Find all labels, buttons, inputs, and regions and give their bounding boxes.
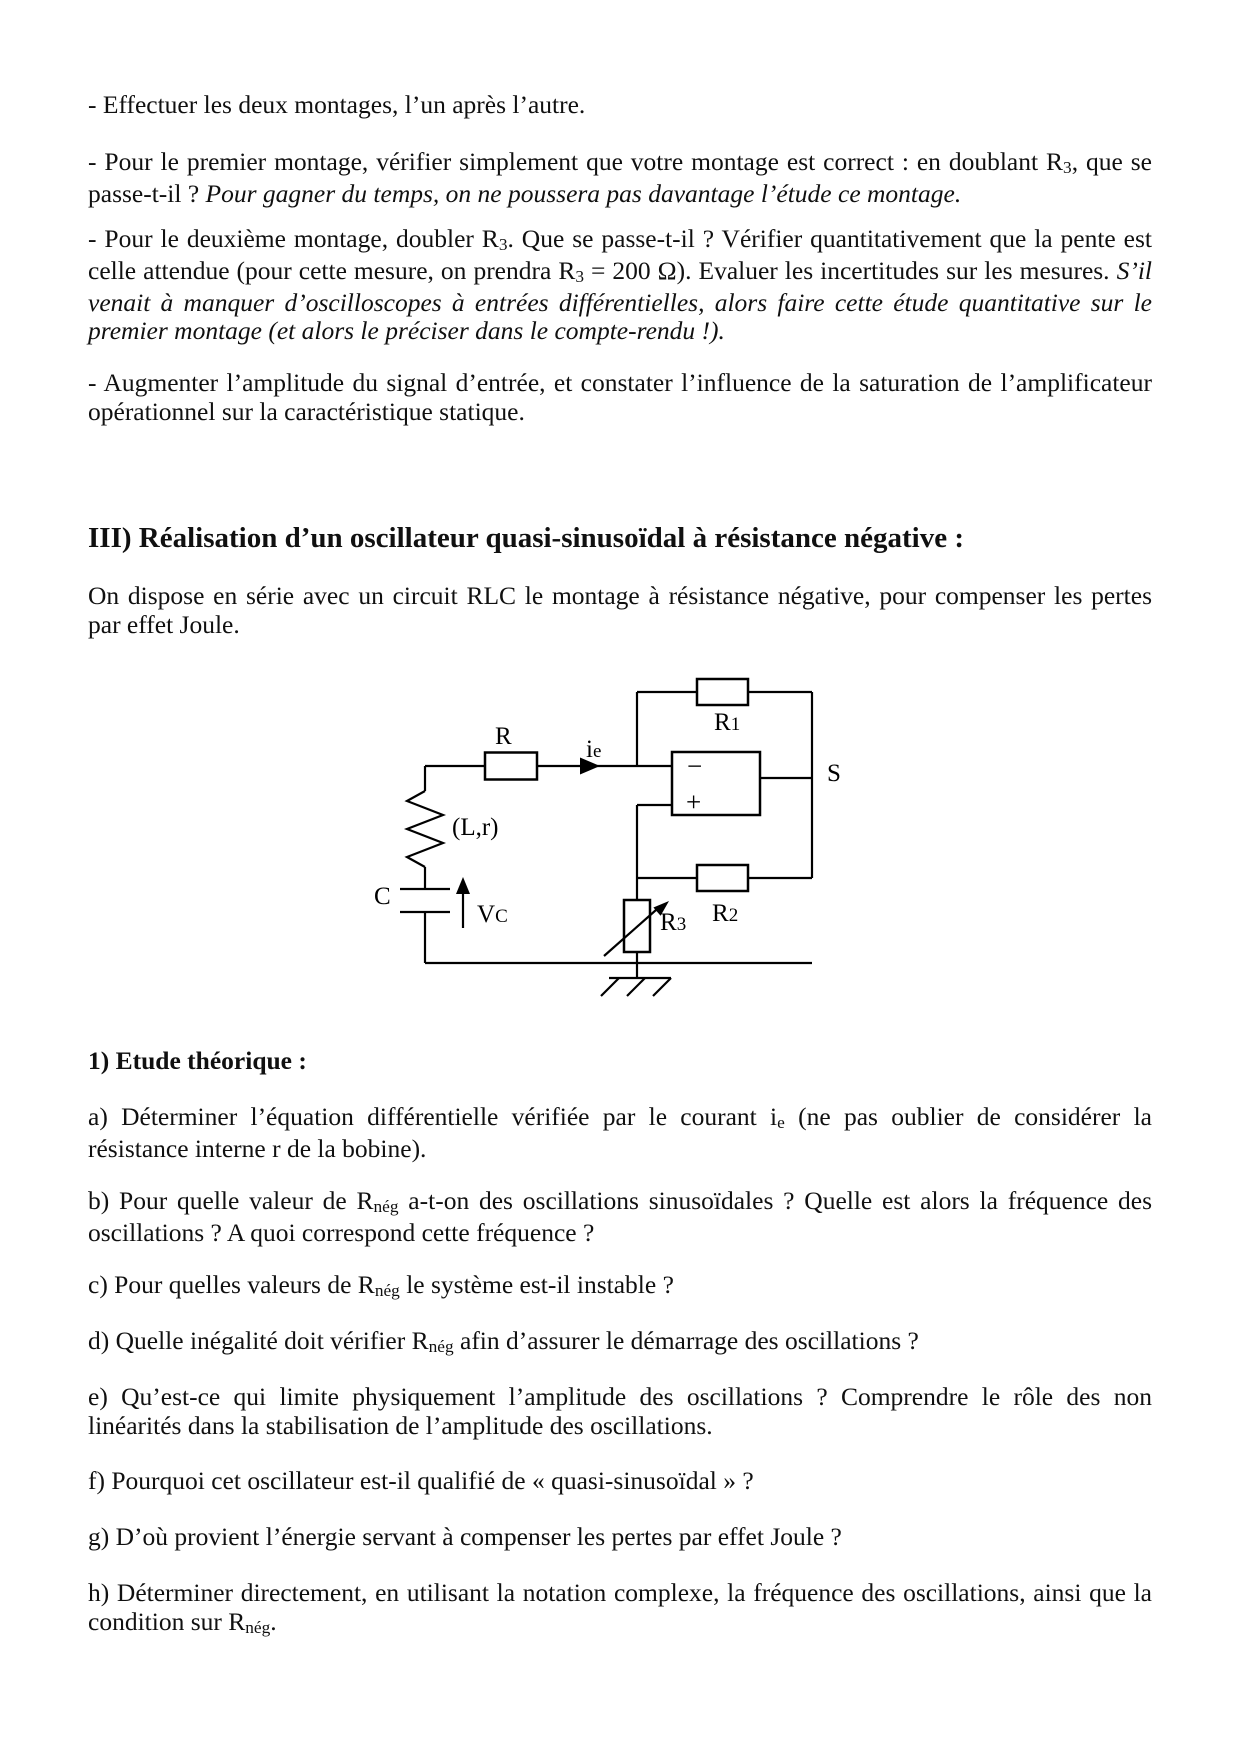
label-R: R [495, 723, 512, 750]
label-R3: R3 [660, 909, 687, 936]
output-rail [812, 692, 841, 878]
label-VC: VC [477, 901, 508, 928]
label-ie: ie [586, 736, 602, 763]
label-S: S [827, 760, 841, 787]
section-heading-etude-theorique: 1) Etude théorique : [88, 1046, 307, 1075]
resistor-R [425, 723, 672, 780]
opamp-noninverting-input-label: + [686, 787, 702, 817]
opamp-inverting-input-label: − [687, 751, 703, 781]
paragraph-augmenter-amplitude: - Augmenter l’amplitude du signal d’entrée, et constater l’influence de la saturation de l’amplificateur opérationnel sur la caractéristique statique. [88, 368, 1152, 426]
question-e: e) Qu’est-ce qui limite physiquement l’amplitude des oscillations ? Comprendre le rôle des non linéarités dans la stabilisation de l’amplitude des oscillations. [88, 1382, 1152, 1440]
paragraph-premier-montage: - Pour le premier montage, vérifier simplement que votre montage est correct : en doublant R3, que se passe-t-il ? Pour gagner du temps, on ne poussera pas davantage l’étude ce montage. [88, 147, 1152, 208]
current-arrow-ie [580, 736, 601, 775]
question-d: d) Quelle inégalité doit vérifier Rnég afin d’assurer le démarrage des oscillations ? [88, 1326, 919, 1357]
question-g: g) D’où provient l’énergie servant à compenser les pertes par effet Joule ? [88, 1522, 842, 1551]
inductor-Lr [407, 766, 499, 889]
paragraph-effectuer-montages: - Effectuer les deux montages, l’un après l’autre. [88, 90, 586, 119]
question-a: a) Déterminer l’équation différentielle vérifiée par le courant ie (ne pas oublier de considérer la résistance interne r de la bobine). [88, 1102, 1152, 1163]
voltage-arrow-VC [456, 877, 508, 928]
section-heading-III: III) Réalisation d’un oscillateur quasi-sinusoïdal à résistance négative : [88, 522, 964, 554]
paragraph-intro-rlc: On dispose en série avec un circuit RLC le montage à résistance négative, pour compenser les pertes par effet Joule. [88, 581, 1152, 639]
question-h: h) Déterminer directement, en utilisant la notation complexe, la fréquence des oscillations, ainsi que la condition sur Rnég. [88, 1578, 1152, 1637]
label-C: C [374, 883, 391, 910]
label-R2: R2 [712, 900, 739, 927]
label-R1: R1 [714, 709, 741, 736]
capacitor-C [374, 883, 450, 963]
question-b: b) Pour quelle valeur de Rnég a-t-on des oscillations sinusoïdales ? Quelle est alors la fréquence des oscillations ? A quoi correspond cette fréquence ? [88, 1186, 1153, 1247]
question-f: f) Pourquoi cet oscillateur est-il qualifié de « quasi-sinusoïdal » ? [88, 1466, 754, 1495]
ground-symbol [601, 963, 671, 996]
circuit-diagram [360, 640, 880, 1020]
label-Lr: (L,r) [452, 814, 499, 841]
paragraph-deuxieme-montage: - Pour le deuxième montage, doubler R3. Que se passe-t-il ? Vérifier quantitativement que la pente est celle attendue (pour cette mesure, on prendra R3 = 200 Ω). Evaluer les incertitudes sur les mesures. S’il venait à manquer d’oscilloscopes à entrées différentielles, alors faire cette étude quantitative sur le premier montage (et alors le préciser dans le compte-rendu !). [88, 224, 1152, 346]
rheostat-R3 [604, 900, 686, 963]
question-c: c) Pour quelles valeurs de Rnég le système est-il instable ? [88, 1270, 674, 1301]
